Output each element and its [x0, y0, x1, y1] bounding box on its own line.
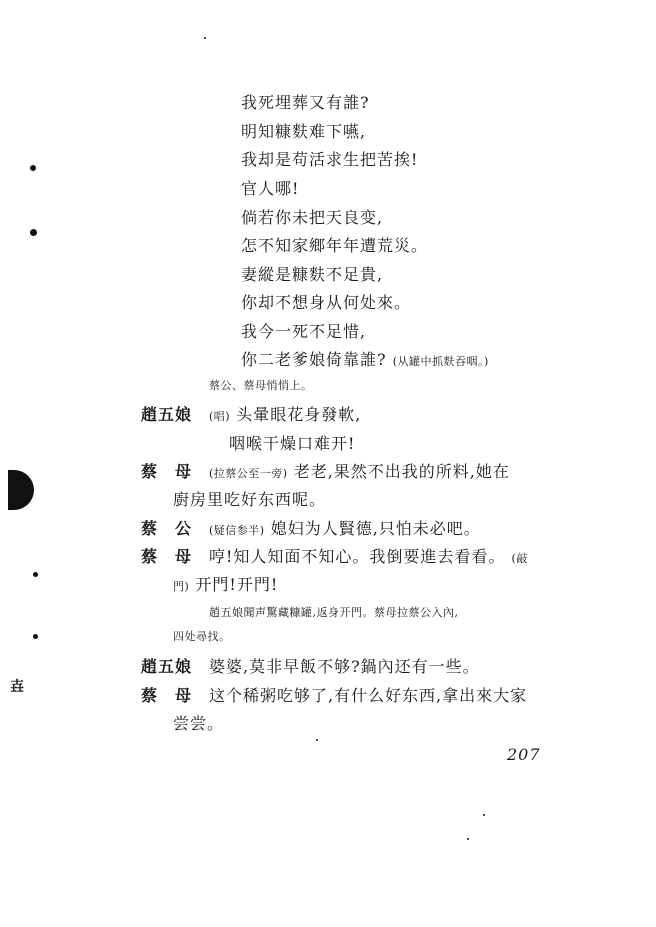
verse-line-2: 明知糠麩难下嚥,: [241, 122, 367, 141]
speaker-name: 蔡 公: [141, 519, 193, 538]
verse-line-5: 倘若你未把天良变,: [241, 208, 384, 227]
margin-dot: [30, 165, 36, 171]
dialogue-line: 婆婆,莫非早飯不够?鍋內还有一些。: [209, 657, 480, 676]
stage-direction: 四处尋找。: [173, 630, 231, 643]
speaker-name: 蔡 母: [141, 686, 193, 705]
dialogue-line: [209, 462, 510, 484]
stage-note: (敲: [511, 552, 528, 565]
dialogue-text: 头暈眼花身發軟,: [236, 405, 362, 424]
margin-dot: [33, 634, 38, 639]
speckle: [483, 814, 485, 816]
dialogue-line: 廚房里吃好东西呢。: [173, 490, 327, 509]
dialogue-text: 老老,果然不出我的所料,她在: [293, 462, 510, 481]
verse-line-10: [241, 350, 489, 372]
stage-note: (疑信参半): [209, 524, 265, 537]
verse-line-4: 官人哪!: [241, 179, 300, 198]
verse-line-6: 怎不知家鄉年年遭荒災。: [241, 236, 429, 255]
margin-dot: [30, 229, 37, 236]
verse-text: 你二老爹娘倚靠誰?: [241, 350, 387, 369]
stage-note: (从罐中抓麩吞咽。): [392, 355, 489, 368]
stage-note: 門): [173, 580, 190, 593]
dialogue-line: [173, 575, 278, 597]
speaker-name: 蔡 母: [141, 462, 193, 481]
dialogue-line: [209, 547, 528, 569]
stage-direction: 趙五娘聞声驚藏糠罐,返身开門。蔡母拉蔡公入內,: [209, 606, 459, 619]
dialogue-text: 哼!知人知面不知心。我倒要進去看看。: [209, 547, 506, 566]
side-mark: 壵: [10, 679, 24, 695]
dialogue-text: 开門!开門!: [195, 575, 279, 594]
stage-note: (唱): [209, 410, 231, 423]
speaker-name: 蔡 母: [141, 547, 193, 566]
verse-line-9: 我今一死不足惜,: [241, 322, 367, 341]
dialogue-line: 这个稀粥吃够了,有什么好东西,拿出來大家: [209, 686, 528, 705]
dialogue-line: [209, 405, 361, 427]
speaker-name: 趙五娘: [141, 657, 193, 676]
dialogue-line: 尝尝。: [173, 714, 225, 733]
speaker-name: 趙五娘: [141, 405, 193, 424]
dialogue-line: [209, 519, 481, 541]
verse-line-1: 我死埋葬又有誰?: [241, 93, 370, 112]
verse-line-7: 妻縱是糠麩不足貴,: [241, 265, 384, 284]
dialogue-line: 咽喉干燥口难开!: [229, 434, 356, 453]
margin-dot: [33, 572, 38, 577]
binding-hole-shadow: [8, 470, 34, 510]
verse-line-3: 我却是苟活求生把苦挨!: [241, 150, 419, 169]
stage-note: (拉蔡公至一旁): [209, 467, 288, 480]
speckle: [204, 37, 206, 39]
speckle: [467, 838, 469, 840]
speckle: [316, 739, 318, 741]
stage-direction: 蔡公、蔡母悄悄上。: [209, 379, 313, 392]
page-number: 207: [507, 745, 541, 764]
verse-line-8: 你却不想身从何处來。: [241, 293, 412, 312]
dialogue-text: 媳妇为人賢德,只怕未必吧。: [270, 519, 481, 538]
